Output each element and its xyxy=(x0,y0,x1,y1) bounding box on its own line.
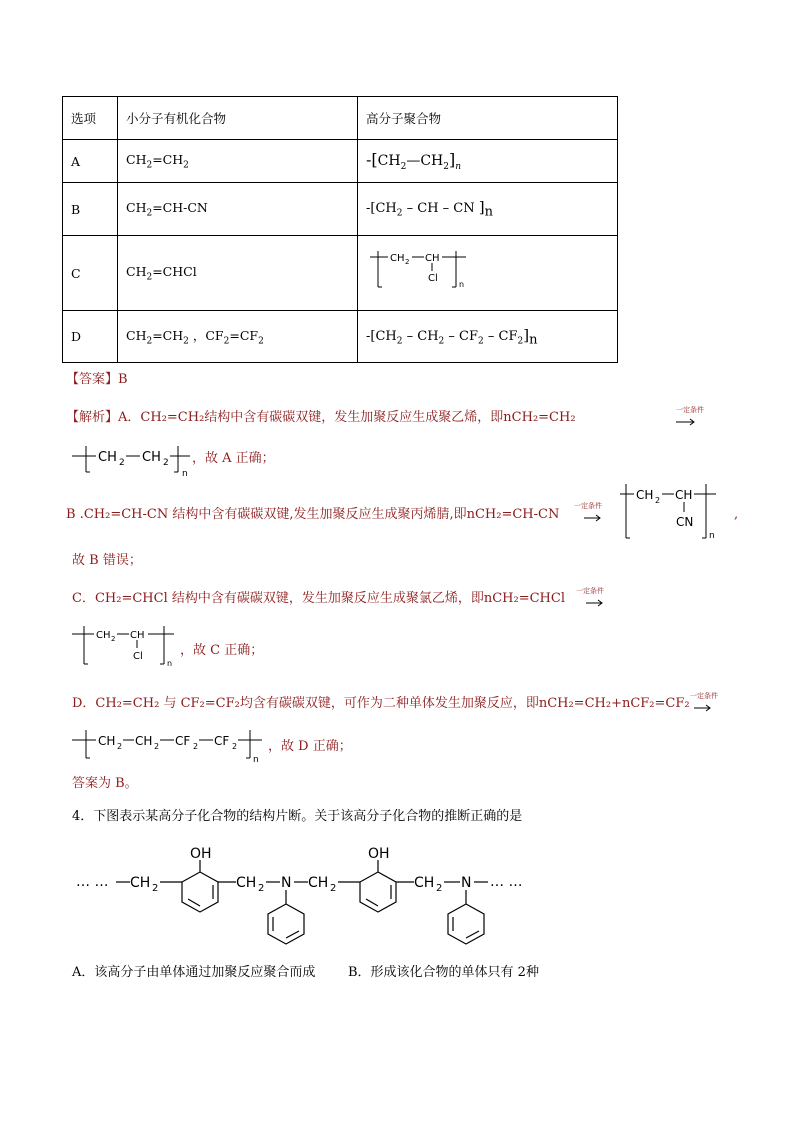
svg-text:CH: CH xyxy=(236,875,257,891)
svg-text:CH: CH xyxy=(98,734,116,748)
svg-text:Cl: Cl xyxy=(428,272,438,284)
answer-label: 【答案】 xyxy=(66,372,119,387)
analysis-a-tail: ，故 A 正确； xyxy=(192,451,275,466)
condition-label: 一定条件 xyxy=(676,406,704,414)
svg-text:2: 2 xyxy=(111,635,116,643)
svg-text:CH: CH xyxy=(675,488,693,502)
svg-text:CH: CH xyxy=(130,630,145,641)
question-4-structure xyxy=(72,838,542,954)
svg-text:2: 2 xyxy=(655,496,661,505)
svg-text:2: 2 xyxy=(436,883,443,894)
analysis-label: 【解析】 xyxy=(66,410,119,425)
pe-structure xyxy=(72,444,202,482)
polymer-formula: $-[CH_2 - CH_2 - CF_2 - CF_2]_n$ xyxy=(366,325,538,348)
monomer-cell: $CH_2=CHCl$ xyxy=(118,236,358,311)
comma: , xyxy=(734,507,739,522)
svg-text:2: 2 xyxy=(330,883,337,894)
monomer-cell: $CH_2=CH_2$ xyxy=(118,140,358,183)
svg-text:CH: CH xyxy=(130,875,151,891)
svg-text:2: 2 xyxy=(119,458,125,468)
svg-text:CH: CH xyxy=(98,450,117,465)
analysis-b-text: B .CH₂=CH-CN 结构中含有碳碳双键,发生加聚反应生成聚丙烯腈,即nCH₂=CH-CN xyxy=(66,507,560,522)
reaction-arrow-b xyxy=(570,498,620,528)
polymer-formula: $-[CH_2$ – CH – CN ]$_n$ xyxy=(366,198,493,220)
svg-text:… …: … … xyxy=(76,874,109,890)
svg-text:CH: CH xyxy=(135,734,153,748)
header-option: 选项 xyxy=(63,97,118,140)
svg-text:… …: … … xyxy=(490,874,523,890)
table-row xyxy=(63,236,618,311)
svg-text:2: 2 xyxy=(154,742,160,751)
svg-text:n: n xyxy=(459,279,465,289)
svg-text:2: 2 xyxy=(232,742,238,751)
svg-text:2: 2 xyxy=(405,257,410,266)
option-cell: B xyxy=(63,183,118,236)
polymer-cell xyxy=(358,140,618,183)
svg-text:一定条件: 一定条件 xyxy=(574,502,602,510)
analysis-d-text: D．CH₂=CH₂ 与 CF₂=CF₂均含有碳碳双键，可作为二种单体发生加聚反应，即nCH₂=CH₂+nCF₂=CF₂ xyxy=(72,696,690,711)
svg-text:CH: CH xyxy=(142,450,161,465)
svg-text:n: n xyxy=(253,755,259,765)
monomer-cell: $CH_2=CH-CN$ xyxy=(118,183,358,236)
svg-text:CH: CH xyxy=(390,252,405,264)
analysis-a xyxy=(66,411,576,424)
table-row xyxy=(63,140,618,183)
option-cell: D xyxy=(63,311,118,363)
svg-text:Cl: Cl xyxy=(133,651,143,662)
svg-text:OH: OH xyxy=(368,846,390,862)
analysis-d-tail: ，故 D 正确； xyxy=(268,739,352,754)
svg-text:2: 2 xyxy=(152,883,159,894)
question-4-stem: 4．下图表示某高分子化合物的结构片断。关于该高分子化合物的推断正确的是 xyxy=(72,809,523,824)
reaction-arrow-d xyxy=(686,688,736,718)
svg-text:OH: OH xyxy=(190,846,212,862)
pvc-structure xyxy=(366,249,486,295)
svg-text:CF: CF xyxy=(214,734,230,748)
answer-value: B xyxy=(118,372,128,387)
question-4-option-b: B．形成该化合物的单体只有 2种 xyxy=(348,965,539,980)
polymer-cell xyxy=(358,311,618,363)
svg-text:n: n xyxy=(709,531,715,541)
answer-line xyxy=(66,373,128,386)
svg-text:n: n xyxy=(167,659,173,668)
svg-text:CH: CH xyxy=(414,875,435,891)
option-cell: C xyxy=(63,236,118,311)
svg-text:2: 2 xyxy=(193,742,199,751)
svg-text:CN: CN xyxy=(676,515,694,529)
monomer-cell: $CH_2=CH_2$ ，$CF_2=CF_2$ xyxy=(118,311,358,363)
svg-text:一定条件: 一定条件 xyxy=(576,587,604,595)
svg-text:CH: CH xyxy=(96,630,111,641)
table-header-row xyxy=(63,97,618,140)
svg-text:2: 2 xyxy=(163,458,169,468)
analysis-b-tail: 故 B 错误； xyxy=(72,553,142,568)
copolymer-structure xyxy=(72,726,272,770)
options-table xyxy=(62,96,618,363)
reaction-arrow-c xyxy=(572,583,622,613)
header-polymer: 高分子聚合物 xyxy=(358,97,618,140)
option-cell: A xyxy=(63,140,118,183)
reaction-arrow-a xyxy=(672,402,732,432)
svg-text:2: 2 xyxy=(258,883,265,894)
svg-text:N: N xyxy=(281,875,292,891)
table-row xyxy=(63,183,618,236)
svg-text:n: n xyxy=(182,469,188,478)
table-row xyxy=(63,311,618,363)
svg-text:2: 2 xyxy=(117,742,123,751)
svg-text:CF: CF xyxy=(175,734,191,748)
analysis-a-text: A．CH₂=CH₂结构中含有碳碳双键，发生加聚反应生成聚乙烯，即nCH₂=CH₂ xyxy=(118,410,576,425)
svg-text:CH: CH xyxy=(425,252,440,264)
polymer-cell xyxy=(358,183,618,236)
analysis-c-tail: ，故 C 正确； xyxy=(180,643,264,658)
polymer-formula: $-[CH_2—CH_2]_n$ xyxy=(366,150,462,172)
svg-text:一定条件: 一定条件 xyxy=(690,692,718,700)
pvc-structure-2 xyxy=(72,624,182,674)
pan-structure xyxy=(620,482,730,546)
polymer-cell xyxy=(358,236,618,311)
svg-text:N: N xyxy=(461,875,472,891)
header-monomer: 小分子有机化合物 xyxy=(118,97,358,140)
analysis-conclusion: 答案为 B。 xyxy=(72,776,138,791)
svg-text:CH: CH xyxy=(636,488,654,502)
analysis-c-text: C．CH₂=CHCl 结构中含有碳碳双键，发生加聚反应生成聚氯乙烯，即nCH₂=CHCl xyxy=(72,591,566,606)
question-4-option-a: A．该高分子由单体通过加聚反应聚合而成 xyxy=(72,965,316,980)
svg-text:CH: CH xyxy=(308,875,329,891)
